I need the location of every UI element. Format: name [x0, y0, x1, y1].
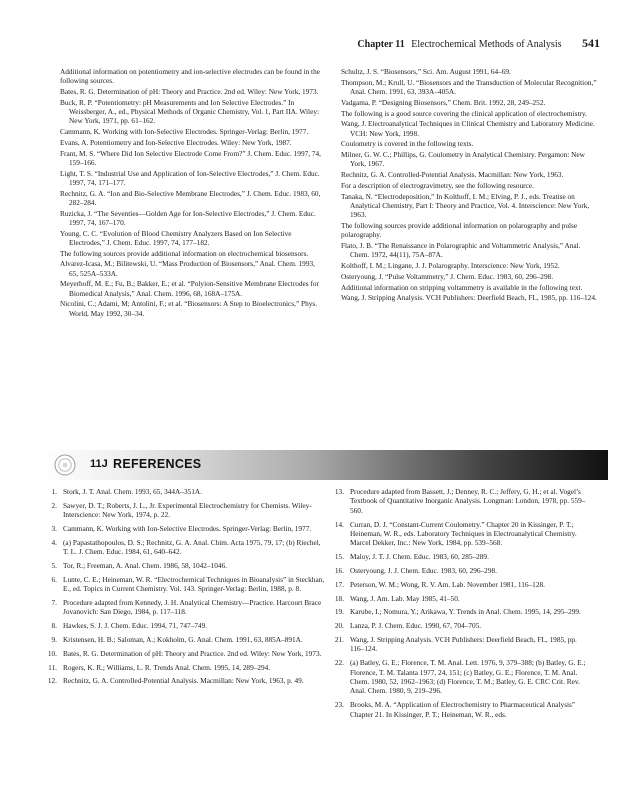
references-left-column: [43, 487, 328, 690]
bibliography-entry: Flato, J. B. “The Renaissance in Polarographic and Voltammetric Analysis,” Anal. Chem. 1972, 44(11), 75A–87A.: [341, 240, 581, 260]
reference-item: [43, 487, 328, 496]
reference-text: Sawyer, D. T.; Roberts, J. L., Jr. Experimental Electrochemistry for Chemists. Wiley-Interscience: New York, 1974, p. 22.: [63, 500, 312, 520]
bibliography-entry: Osteryoung, J. “Pulse Voltammetry,” J. Chem. Educ. 1983, 60, 296–298.: [341, 271, 554, 281]
paragraph-text: Additional information on potentiometry and ion-selective electrodes can be found in the following sources.: [60, 67, 320, 86]
page-number: 541: [582, 36, 600, 50]
paragraph-text: The following sources provide additional information on polarography and pulse polarography.: [341, 220, 578, 240]
section-title: REFERENCES: [113, 457, 202, 471]
reference-number: 13.: [334, 487, 344, 496]
reference-text: Procedure adapted from Kennedy, J. H. Analytical Chemistry—Practice. Harcourt Brace Jovanovich: San Diego, 1984, p. 117–118.: [63, 598, 322, 617]
reference-item: [330, 621, 592, 630]
reference-text: Curran, D. J. “Constant-Current Coulometry.” Chapter 20 in Kissinger, P. T.; Heineman, W. R., eds. Laboratory Techniques in Electroanalytical Chemistry. Marcel Dekker, Inc.: New York, 1984, pp. 539–568.: [350, 519, 577, 548]
section-banner: [40, 450, 608, 480]
bibliography-entry: Light, T. S. “Industrial Use and Application of Ion-Selective Electrodes,” J. Chem. Educ. 1997, 74, 171–177.: [60, 168, 320, 187]
reference-text: Cammann, K. Working with Ion-Selective Electrodes. Springer-Verlag: Berlin, 1977.: [63, 524, 312, 533]
reference-text: Rechnitz, G. A. Controlled-Potential Analysis. Macmillan: New York, 1963, p. 49.: [63, 676, 304, 686]
bibliography-entry: Bates, R. G. Determination of pH: Theory and Practice. 2nd ed. Wiley: New York, 1973.: [60, 87, 319, 96]
chapter-label: Chapter 11: [357, 39, 405, 50]
reference-number: 14.: [334, 519, 344, 529]
reference-item: [43, 621, 328, 630]
bibliography-entry: Buck, R. P. “Potentiometry: pH Measurements and Ion Selective Electrodes.” In Weissberger, A., ed., Physical Methods of Organic Chemistry, Vol. 1, Part IIA. Wiley: New York, 1971, pp. 61–162.: [60, 97, 319, 126]
reference-item: [330, 658, 592, 696]
reference-item: [43, 649, 328, 658]
reference-text: Stork, J. T. Anal. Chem. 1993, 65, 344A–351A.: [63, 487, 202, 496]
bibliography-entry: Thompson, M.; Krull, U. “Biosensors and the Transduction of Molecular Recognition,” Anal. Chem. 1991, 63, 393A–405A.: [341, 77, 597, 96]
chapter-title: Electrochemical Methods of Analysis: [411, 39, 562, 50]
reference-text: Kristensen, H. B.; Saloman, A.; Kokholm, G. Anal. Chem. 1991, 63, 885A–891A.: [63, 635, 303, 644]
reference-number: 16.: [334, 566, 344, 576]
reference-text: Hawkes, S. J. J. Chem. Educ. 1994, 71, 747–749.: [63, 621, 208, 631]
bibliography-entry: Wang, J. Electroanalytical Techniques in Clinical Chemistry and Laboratory Medicine. VCH: New York, 1998.: [341, 119, 595, 138]
reference-item: [330, 700, 592, 719]
reference-text: Maloy, J. T. J. Chem. Educ. 1983, 60, 285–289.: [350, 552, 489, 562]
running-header: [40, 36, 600, 51]
reference-number: 11.: [48, 662, 57, 672]
reference-item: [43, 635, 328, 644]
reference-number: 6.: [51, 574, 57, 584]
references-right-column: [330, 487, 592, 723]
reference-item: [43, 501, 328, 520]
bibliography-entry: Rechnitz, G. A. “Ion and Bio-Selective Membrane Electrodes,” J. Chem. Educ. 1983, 60, 282–284.: [60, 188, 321, 207]
reference-number: 21.: [334, 635, 344, 644]
reference-item: [330, 607, 592, 616]
reference-number: 20.: [334, 621, 344, 631]
paragraph-text: Coulometry is covered in the following texts.: [341, 139, 474, 149]
reference-text: Tor, R.; Freeman, A. Anal. Chem. 1986, 58, 1042–1046.: [63, 561, 227, 570]
reference-text: Wang, J. Stripping Analysis. VCH Publishers: Deerfield Beach, FL, 1985, pp. 116–124.: [350, 635, 577, 654]
reference-text: Karube, I.; Nomura, Y.; Arikawa, Y. Trends in Anal. Chem. 1995, 14, 295–299.: [350, 607, 581, 617]
bibliography-entry: Frant, M. S. “Where Did Ion Selective Electrode Come From?” J. Chem. Educ. 1997, 74, 159–166.: [60, 148, 322, 167]
reference-text: Peterson, W. M.; Wong, R. V. Am. Lab. November 1981, 116–128.: [350, 579, 545, 589]
reference-number: 17.: [334, 579, 344, 589]
reference-number: 12.: [47, 676, 57, 686]
bibliography-entry: Wang, J. Stripping Analysis. VCH Publishers: Deerfield Beach, FL, 1985, pp. 116–124.: [341, 293, 597, 303]
reference-number: 23.: [334, 700, 344, 710]
reference-number: 19.: [334, 607, 344, 617]
reference-item: [330, 566, 592, 575]
bibliography-entry: Kolthoff, I. M.; Lingane, J. J. Polarography. Interscience: New York, 1952.: [341, 260, 560, 270]
reference-number: 2.: [51, 500, 57, 510]
section-marker-icon: [54, 454, 76, 476]
reference-item: [43, 598, 328, 617]
bibliography-entry: Tanaka, N. “Electrodeposition,” In Kolthoff, I. M.; Elving, P. J., eds. Treatise on Analytical Chemistry, Part I: Theory and Practice, Vol. 4. Interscience: New York, 1963.: [341, 191, 590, 220]
suggested-readings-left-column: [60, 67, 322, 319]
reference-text: (a) Papastathopoulos, D. S.; Rechnitz, G. A. Anal. Chim. Acta 1975, 79, 17; (b) Riechel, T. L. J. Chem. Educ. 1984, 61, 640–642.: [63, 537, 321, 557]
paragraph-text: The following sources provide additional information on electrochemical biosensors.: [60, 248, 309, 258]
reference-number: 18.: [334, 593, 344, 603]
bibliography-entry: Cammann, K. Working with Ion-Selective Electrodes. Springer-Verlag: Berlin, 1977.: [60, 127, 309, 136]
reference-text: Lunte, C. E.; Heineman, W. R. “Electrochemical Techniques in Bioanalysis” in Steckhan, E., ed. Topics in Current Chemistry. Vol. 143. Springer-Verlag: Berlin, 1988, p. 8.: [63, 574, 325, 594]
reference-item: [43, 524, 328, 533]
reference-number: 8.: [51, 621, 57, 631]
bibliography-entry: Meyerhoff, M. E.; Fu, B.; Bakker, E.; et al. “Polyion-Sensitive Membrane Electrodes for Biomedical Analysis,” Anal. Chem. 1996, 68, 168A–175A.: [60, 279, 319, 298]
bibliography-entry: Alvarez-Icasa, M.; Bilitewski, U. “Mass Production of Biosensors,” Anal. Chem. 1993, 65, 525A–533A.: [60, 259, 315, 278]
reference-item: [330, 552, 592, 561]
reference-item: [330, 635, 592, 654]
reference-item: [43, 663, 328, 672]
bibliography-entry: Nicolini, C.; Adami, M; Antolini, F.; et al. “Biosensors: A Step to Bioelectronics,” Phys. World, May 1992, 30–34.: [60, 299, 318, 318]
reference-number: 15.: [334, 552, 344, 562]
suggested-readings-right-column: [341, 67, 599, 304]
reference-item: [43, 676, 328, 685]
reference-number: 22.: [334, 658, 344, 668]
bibliography-entry: Young, C. C. “Evolution of Blood Chemistry Analyzers Based on Ion Selective Electrodes,” J. Chem. Educ. 1997, 74, 177–182.: [60, 228, 292, 247]
reference-number: 5.: [51, 561, 57, 570]
reference-item: [43, 538, 328, 557]
reference-number: 3.: [51, 524, 57, 533]
reference-item: [330, 487, 592, 515]
reference-item: [43, 575, 328, 594]
reference-text: Brooks, M. A. “Application of Electrochemistry to Pharmaceutical Analysis” Chapter 21. In Kissinger, P. T.; Heineman, W. R., eds.: [350, 700, 576, 719]
paragraph-text: Additional information on stripping voltammetry is available in the following text.: [341, 282, 583, 292]
reference-item: [43, 561, 328, 570]
reference-text: Rogers, K. R.; Williams, L. R. Trends Anal. Chem. 1995, 14, 289–294.: [63, 662, 271, 672]
reference-text: Bates, R. G. Determination of pH: Theory and Practice. 2nd ed. Wiley: New York, 1973.: [63, 648, 322, 658]
reference-number: 1.: [51, 487, 57, 496]
reference-number: 10.: [47, 648, 57, 658]
reference-number: 7.: [51, 598, 57, 607]
reference-item: [330, 520, 592, 548]
reference-text: Wang, J. Am. Lab. May 1985, 41–50.: [350, 593, 460, 603]
reference-text: Osteryoung, J. J. Chem. Educ. 1983, 60, 296–298.: [350, 566, 497, 576]
bibliography-entry: Schultz, J. S. “Biosensors,” Sci. Am. August 1991, 64–69.: [341, 67, 511, 76]
reference-text: Lanza, P. J. Chem. Educ. 1990, 67, 704–705.: [350, 621, 482, 631]
bibliography-entry: Vadgama, P. “Designing Biosensors,” Chem. Brit. 1992, 28, 249–252.: [341, 97, 546, 107]
paragraph-text: For a description of electrogravimetry, see the following resource.: [341, 180, 534, 190]
reference-item: [330, 580, 592, 589]
bibliography-entry: Evans, A. Potentiometry and Ion-Selective Electrodes. Wiley: New York, 1987.: [60, 137, 292, 147]
reference-text: Procedure adapted from Bassett, J.; Denney, R. C.; Jeffery, G. H.; et al. Vogel’s Textbook of Quantitative Inorganic Analysis. Longman: London, 1978, pp. 559–560.: [350, 487, 586, 515]
reference-number: 4.: [51, 537, 57, 547]
reference-text: (a) Batley, G. E.; Florence, T. M. Anal. Lett. 1976, 9, 379–388; (b) Batley, G. E.; Florence, T. M. Talanta 1977, 24, 151; (c) Batley, G. E.; Florence, T. M. Anal. Chem. 1980, 52, 1962–1963; (d) Florence, T. M.; Batley, G. E. CRC Crit. Rev. Anal. Chem. 1980, 9, 219–296.: [350, 658, 586, 696]
bibliography-entry: Milner, G. W. C.; Phillips, G. Coulometry in Analytical Chemistry. Pergamon: New York, 1967.: [341, 150, 585, 169]
paragraph-text: The following is a good source covering the clinical application of electrochemistry.: [341, 108, 587, 118]
bibliography-entry: Rechnitz, G. A. Controlled-Potential Analysis. Macmillan: New York, 1963.: [341, 170, 564, 180]
reference-number: 9.: [51, 635, 57, 644]
reference-item: [330, 594, 592, 603]
section-number: 11J: [90, 458, 108, 470]
bibliography-entry: Ruzicka, J. “The Seventies—Golden Age for Ion-Selective Electrodes,” J. Chem. Educ. 1997, 74, 167–170.: [60, 208, 316, 227]
